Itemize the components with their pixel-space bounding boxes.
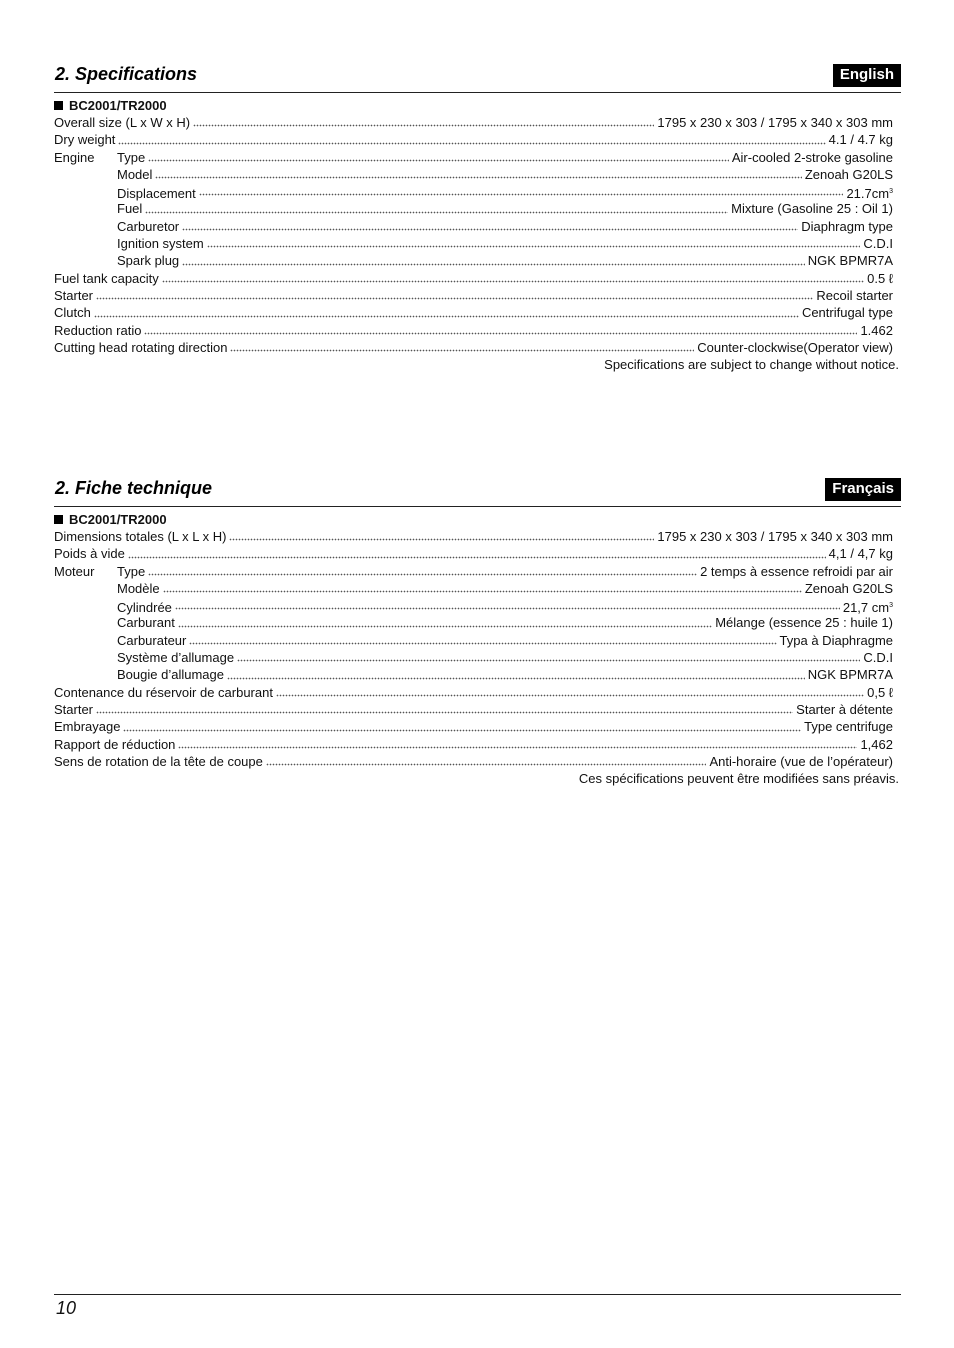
- dot-leader: [182, 256, 805, 266]
- spec-value: [700, 563, 893, 580]
- spec-value-text: 4,1 / 4,7 kg: [828, 546, 893, 562]
- page-footer: [54, 1294, 901, 1318]
- dot-leader: [237, 652, 860, 662]
- spec-label: Clutch: [54, 305, 91, 321]
- spec-value: [805, 580, 893, 597]
- spec-row: [54, 149, 893, 166]
- spec-value-text: C.D.I: [863, 236, 893, 252]
- section-header: [54, 476, 901, 507]
- change-notice: Ces spécifications peuvent être modifiées sans préavis.: [578, 771, 899, 787]
- spec-value-text: Anti-horaire (vue de l’opérateur): [709, 753, 893, 769]
- spec-row: [54, 131, 893, 148]
- spec-label: Dimensions totales (L x L x H): [54, 529, 227, 544]
- spec-value: [816, 287, 893, 304]
- spec-label: Rapport de réduction: [54, 736, 176, 752]
- spec-label: Système d’allumage: [117, 650, 235, 666]
- dot-leader: [178, 739, 857, 749]
- dot-leader: [178, 618, 712, 628]
- spec-label: Starter: [54, 287, 94, 303]
- spec-value-text: Zenoah G20LS: [804, 580, 893, 596]
- spec-label: Bougie d’allumage: [117, 667, 224, 683]
- spec-rows: [54, 114, 893, 356]
- spec-value-text: 0,5 ℓ: [867, 684, 893, 700]
- model-heading: [54, 511, 901, 528]
- dot-leader: [163, 583, 802, 593]
- spec-row: [54, 649, 893, 666]
- dot-leader: [193, 117, 654, 127]
- dot-leader: [266, 756, 707, 766]
- spec-row: [54, 597, 893, 614]
- spec-row: [54, 270, 893, 287]
- spec-label: Fuel tank capacity: [54, 270, 159, 286]
- spec-group-label: Moteur: [54, 563, 95, 579]
- spec-row: [54, 218, 893, 235]
- spec-value: [796, 701, 893, 718]
- spec-row: [54, 200, 893, 217]
- model-name: BC2001/TR2000: [69, 98, 167, 113]
- spec-row: [54, 580, 893, 597]
- spec-value-text: 2 temps à essence refroidi par air: [700, 563, 893, 579]
- spec-value: [846, 183, 893, 202]
- dot-leader: [229, 531, 654, 541]
- spec-label: Fuel: [117, 201, 143, 217]
- english-spec-section: [54, 62, 901, 373]
- spec-value: [731, 200, 893, 217]
- spec-label: Reduction ratio: [54, 322, 142, 338]
- spec-label: Cylindrée: [117, 600, 172, 616]
- dot-leader: [155, 169, 801, 179]
- spec-row: [54, 684, 893, 701]
- spec-value: [715, 614, 893, 631]
- dot-leader: [96, 704, 793, 714]
- spec-label: Contenance du réservoir de carburant: [54, 684, 273, 700]
- spec-value-text: Counter-clockwise(Operator view): [697, 339, 893, 355]
- spec-value: [829, 131, 893, 148]
- spec-value: [843, 597, 893, 616]
- dot-leader: [123, 722, 801, 732]
- spec-value: [780, 632, 893, 649]
- spec-label: Poids à vide: [54, 546, 125, 562]
- dot-leader: [94, 308, 799, 318]
- spec-value-text: NGK BPMR7A: [807, 667, 893, 683]
- spec-row: [54, 632, 893, 649]
- spec-value: [860, 736, 893, 753]
- change-notice: Specifications are subject to change without notice.: [604, 357, 899, 373]
- dot-leader: [148, 152, 729, 162]
- spec-value: [697, 339, 893, 356]
- spec-row: [54, 287, 893, 304]
- model-heading: [54, 97, 901, 114]
- spec-value-text: Type centrifuge: [804, 719, 893, 735]
- spec-value: [804, 718, 893, 735]
- spec-row: [54, 666, 893, 683]
- model-name: BC2001/TR2000: [69, 512, 167, 527]
- dot-leader: [227, 670, 805, 680]
- dot-leader: [276, 687, 864, 697]
- spec-row: [54, 304, 893, 321]
- spec-value-text: 1795 x 230 x 303 / 1795 x 340 x 303 mm: [657, 529, 893, 544]
- spec-value: [808, 666, 893, 683]
- spec-value: [863, 649, 893, 666]
- dot-leader: [144, 325, 857, 335]
- spec-row: [54, 183, 893, 200]
- dot-leader: [96, 290, 813, 300]
- page-number: 10: [56, 1298, 77, 1318]
- spec-value-text: Recoil starter: [816, 287, 893, 303]
- spec-value: [802, 304, 893, 321]
- spec-value: [867, 270, 893, 287]
- spec-label: Carburetor: [117, 218, 180, 234]
- spec-label: Modèle: [117, 580, 160, 596]
- dot-leader: [230, 342, 694, 352]
- spec-value-text: Starter à détente: [796, 701, 893, 717]
- dot-leader: [145, 204, 728, 214]
- superscript-unit: 3: [889, 188, 893, 196]
- spec-label: Overall size (L x W x H): [54, 115, 191, 130]
- section-header: [54, 62, 901, 93]
- spec-label: Carburant: [117, 615, 175, 631]
- spec-value-text: Mélange (essence 25 : huile 1): [715, 615, 893, 631]
- spec-row: [54, 339, 893, 356]
- spec-row: [54, 563, 893, 580]
- spec-label: Carburateur: [117, 632, 187, 648]
- spec-row: [54, 166, 893, 183]
- spec-value: [829, 545, 893, 562]
- spec-row: [54, 252, 893, 269]
- spec-value-text: Zenoah G20LS: [804, 166, 893, 182]
- spec-row: [54, 528, 893, 545]
- spec-label: Type: [117, 149, 146, 165]
- spec-value: [657, 114, 893, 131]
- spec-row: [54, 322, 893, 339]
- superscript-unit: 3: [889, 602, 893, 610]
- spec-value-text: Typa à Diaphragme: [779, 632, 893, 648]
- dot-leader: [189, 635, 776, 645]
- section-title: 2. Specifications: [55, 64, 198, 84]
- spec-value: [867, 684, 893, 701]
- spec-value-text: NGK BPMR7A: [807, 253, 893, 269]
- spec-label: Starter: [54, 701, 94, 717]
- spec-value-text: C.D.I: [863, 650, 893, 666]
- spec-value: [801, 218, 893, 235]
- spec-row: [54, 701, 893, 718]
- spec-label: Sens de rotation de la tête de coupe: [54, 753, 263, 769]
- spec-row: [54, 114, 893, 131]
- spec-row: [54, 736, 893, 753]
- spec-row: [54, 753, 893, 770]
- spec-value: [863, 235, 893, 252]
- spec-label: Model: [117, 166, 153, 182]
- spec-row: [54, 614, 893, 631]
- dot-leader: [128, 549, 826, 559]
- dot-leader: [199, 186, 844, 196]
- spec-value-text: 1.462: [860, 322, 893, 338]
- spec-value-text: 21.7cm: [846, 186, 890, 202]
- spec-label: Cutting head rotating direction: [54, 339, 228, 355]
- spec-value: [805, 166, 893, 183]
- spec-row: [54, 545, 893, 562]
- spec-value-text: Diaphragm type: [801, 218, 893, 234]
- spec-value: [732, 149, 893, 166]
- dot-leader: [162, 273, 864, 283]
- spec-value-text: 1,462: [860, 736, 893, 752]
- square-bullet-icon: [54, 101, 63, 110]
- dot-leader: [148, 566, 697, 576]
- spec-value: [808, 252, 893, 269]
- language-badge: Français: [825, 478, 901, 501]
- spec-value-text: 1795 x 230 x 303 / 1795 x 340 x 303 mm: [657, 115, 893, 130]
- spec-value-text: Mixture (Gasoline 25 : Oil 1): [731, 201, 893, 217]
- spec-label: Embrayage: [54, 719, 121, 735]
- spec-value: [657, 528, 893, 545]
- spec-row: [54, 718, 893, 735]
- dot-leader: [175, 600, 840, 610]
- square-bullet-icon: [54, 515, 63, 524]
- french-spec-section: [54, 476, 901, 787]
- spec-value-text: 21,7 cm: [842, 600, 890, 616]
- dot-leader: [182, 221, 798, 231]
- dot-leader: [118, 135, 825, 145]
- spec-label: Type: [117, 563, 146, 579]
- language-badge: English: [833, 64, 901, 87]
- spec-value-text: Air-cooled 2-stroke gasoline: [731, 149, 893, 165]
- spec-label: Dry weight: [54, 132, 116, 148]
- spec-value-text: 0.5 ℓ: [867, 270, 893, 286]
- spec-value: [709, 753, 893, 770]
- spec-label: Displacement: [117, 186, 196, 202]
- spec-value-text: Centrifugal type: [801, 305, 893, 321]
- section-title: 2. Fiche technique: [55, 478, 213, 498]
- dot-leader: [207, 238, 861, 248]
- spec-value-text: 4.1 / 4.7 kg: [828, 132, 893, 148]
- spec-group-label: Engine: [54, 149, 95, 165]
- spec-label: Ignition system: [117, 236, 204, 252]
- spec-row: [54, 235, 893, 252]
- spec-value: [860, 322, 893, 339]
- spec-label: Spark plug: [117, 253, 180, 269]
- spec-rows: [54, 528, 893, 770]
